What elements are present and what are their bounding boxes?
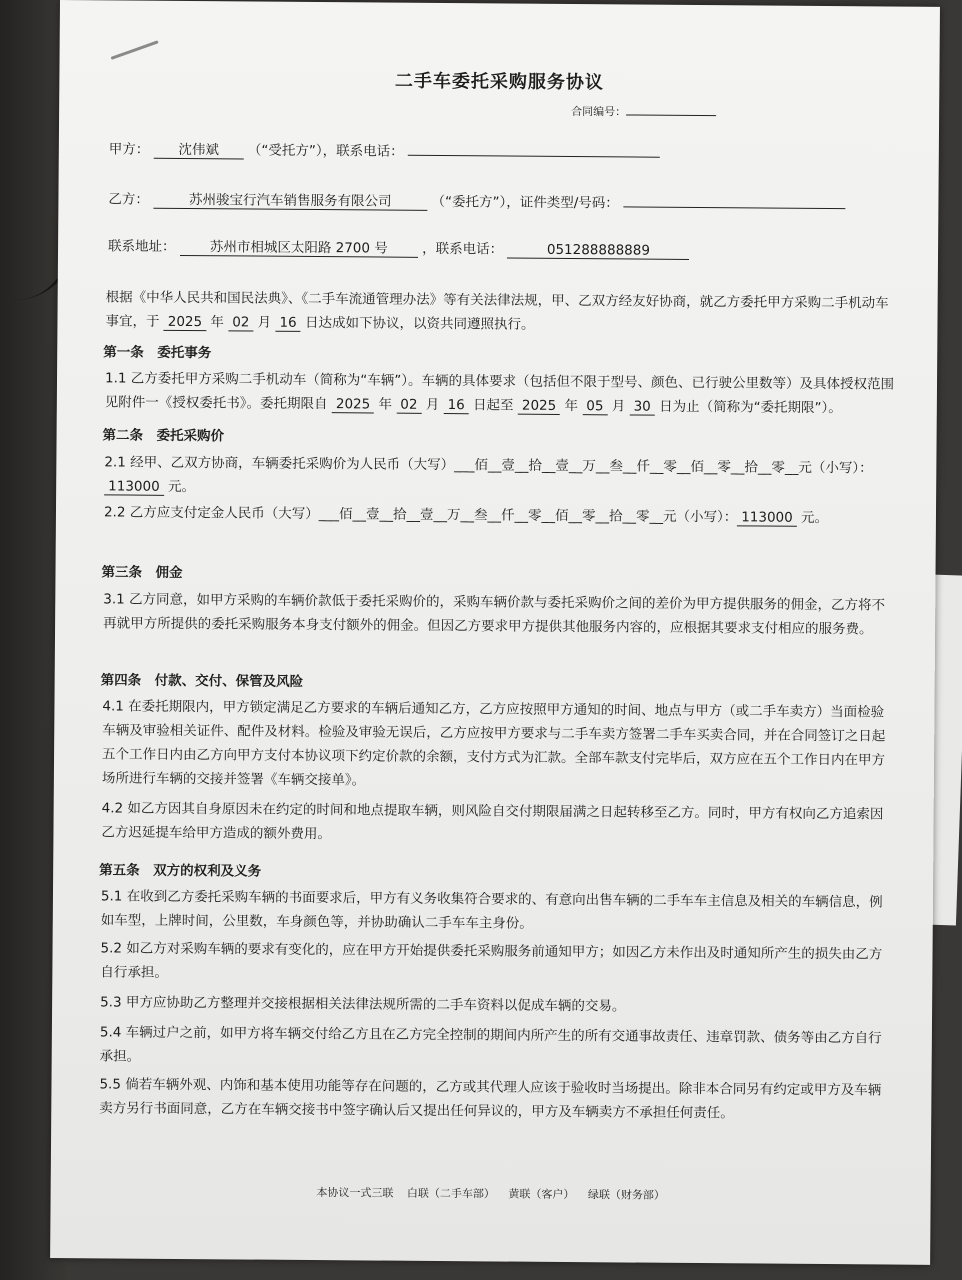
contract-number-blank (626, 98, 716, 116)
party-b-line: 乙方： 苏州骏宝行汽车销售服务有限公司 （“委托方”），证件类型/号码： (108, 186, 845, 214)
contact-line: 联系地址： 苏州市相城区太阳路 2700 号 ，联系电话： 051288888889 (108, 234, 690, 260)
clause-5-3: 5.3 甲方应协助乙方整理并交接根据相关法律法规所需的二手车资料以促成车辆的交易。 (100, 994, 626, 1015)
intro-paragraph: 根据《中华人民共和国民法典》、《二手车流通管理办法》等有关法律法规，甲、乙双方经友好协商，就乙方委托甲方采购二手机动车事宜，于 2025 年 02 月 16 日达成如下协议，以资共同遵照执行。 (105, 289, 889, 333)
contact-address: 苏州市相城区太阳路 2700 号 (180, 235, 418, 258)
staple (111, 40, 159, 60)
section-1-heading: 第一条 委托事务 (103, 344, 212, 362)
party-b-id-blank (623, 190, 845, 209)
clause-2-2: 2.2 乙方应支付定金人民币（大写）___佰__壹__拾__壹__万__叁__仟__零__佰__零__拾__零__元（小写）： 113000 元。 (103, 504, 829, 527)
clause-3-1: 3.1 乙方同意，如甲方采购的车辆价款低于委托采购价的，采购车辆价款与委托采购价之间的差价为甲方提供服务的佣金，乙方将不再就甲方所提供的委托采购服务本身支付额外的佣金。但因乙方要求甲方提供其他服务内容的，应根据其要求支付相应的服务费。 (103, 591, 886, 638)
contact-phone: 051288888889 (507, 242, 689, 260)
clause-5-1: 5.1 在收到乙方委托采购车辆的书面要求后，甲方有义务收集符合要求的、有意向出售车辆的二手车车主信息及相关的车辆信息，例如车型，上牌时间，公里数，车身颜色等，并协助确认二手车车主身份。 (100, 888, 883, 932)
clause-5-5: 5.5 倘若车辆外观、内饰和基本使用功能等存在问题的，乙方或其代理人应该于验收时当场提出。除非本合同另有约定或甲方及车辆卖方另行书面同意，乙方在车辆交接书中签字确认后又提出任何异议的，甲方及车辆卖方不承担任何责任。 (99, 1076, 882, 1122)
document-title: 二手车委托采购服务协议 (394, 70, 604, 94)
contract-number: 合同编号： (571, 98, 716, 120)
contract-page (50, 0, 940, 1265)
clause-2-1: 2.1 经甲、乙双方协商，车辆委托采购价为人民币（大写）___佰__壹__拾__壹__万__叁__仟__零__佰__零__拾__零__元（小写）：113000 元。 (104, 454, 873, 496)
party-a-line: 甲方： 沈伟斌 （“受托方”），联系电话： (109, 136, 660, 162)
section-3-heading: 第三条 佣金 (101, 564, 183, 581)
party-a-phone-blank (408, 139, 660, 158)
clause-5-2: 5.2 如乙方对采购车辆的要求有变化的，应在甲方开始提供委托采购服务前通知甲方；如因乙方未作出及时通知所产生的损失由乙方自行承担。 (100, 940, 883, 981)
section-5-heading: 第五条 双方的权利及义务 (99, 862, 262, 880)
party-a-name: 沈伟斌 (154, 138, 244, 160)
clause-4-1: 4.1 在委托期限内，甲方锁定满足乙方要求的车辆后通知乙方，乙方应按照甲方通知的时间、地点与甲方（或二手车卖方）当面检验车辆及审验相关证件、配件及材料。检验及审验无误后，乙方应按甲方要求与二手车卖方签署二手车买卖合同，并在合同签订之日起五个工作日内由乙方向甲方支付本协议项下约定价款的余额，支付方式为汇款。全部车款支付完毕后，双方应在五个工作日内在甲方场所进行车辆的交接并签署《车辆交接单》。 (101, 698, 886, 789)
clause-1-1: 1.1 乙方委托甲方采购二手机动车（简称为“车辆”）。车辆的具体要求（包括但不限于型号、颜色、已行驶公里数等）及具体授权范围见附件一《授权委托书》。委托期限自 2025 年 02 月 16 日起至 2025 年 05 月 30 日为止（简称为“委托期限”）。 (104, 370, 895, 417)
section-2-heading: 第二条 委托采购价 (102, 427, 225, 445)
party-b-name: 苏州骏宝行汽车销售服务有限公司 (153, 188, 427, 211)
clause-4-2: 4.2 如乙方因其自身原因未在约定的时间和地点提取车辆，则风险自交付期限届满之日起转移至乙方。同时，甲方有权向乙方追索因乙方迟延提车给甲方造成的额外费用。 (101, 800, 884, 843)
clause-5-4: 5.4 车辆过户之前，如甲方将车辆交付给乙方且在乙方完全控制的期间内所产生的所有交通事故责任、违章罚款、债务等由乙方自行承担。 (99, 1024, 882, 1065)
footer-copies-note: 本协议一式三联 白联（二手车部） 黄联（客户） 绿联（财务部） (316, 1186, 665, 1202)
section-4-heading: 第四条 付款、交付、保管及风险 (100, 672, 304, 690)
